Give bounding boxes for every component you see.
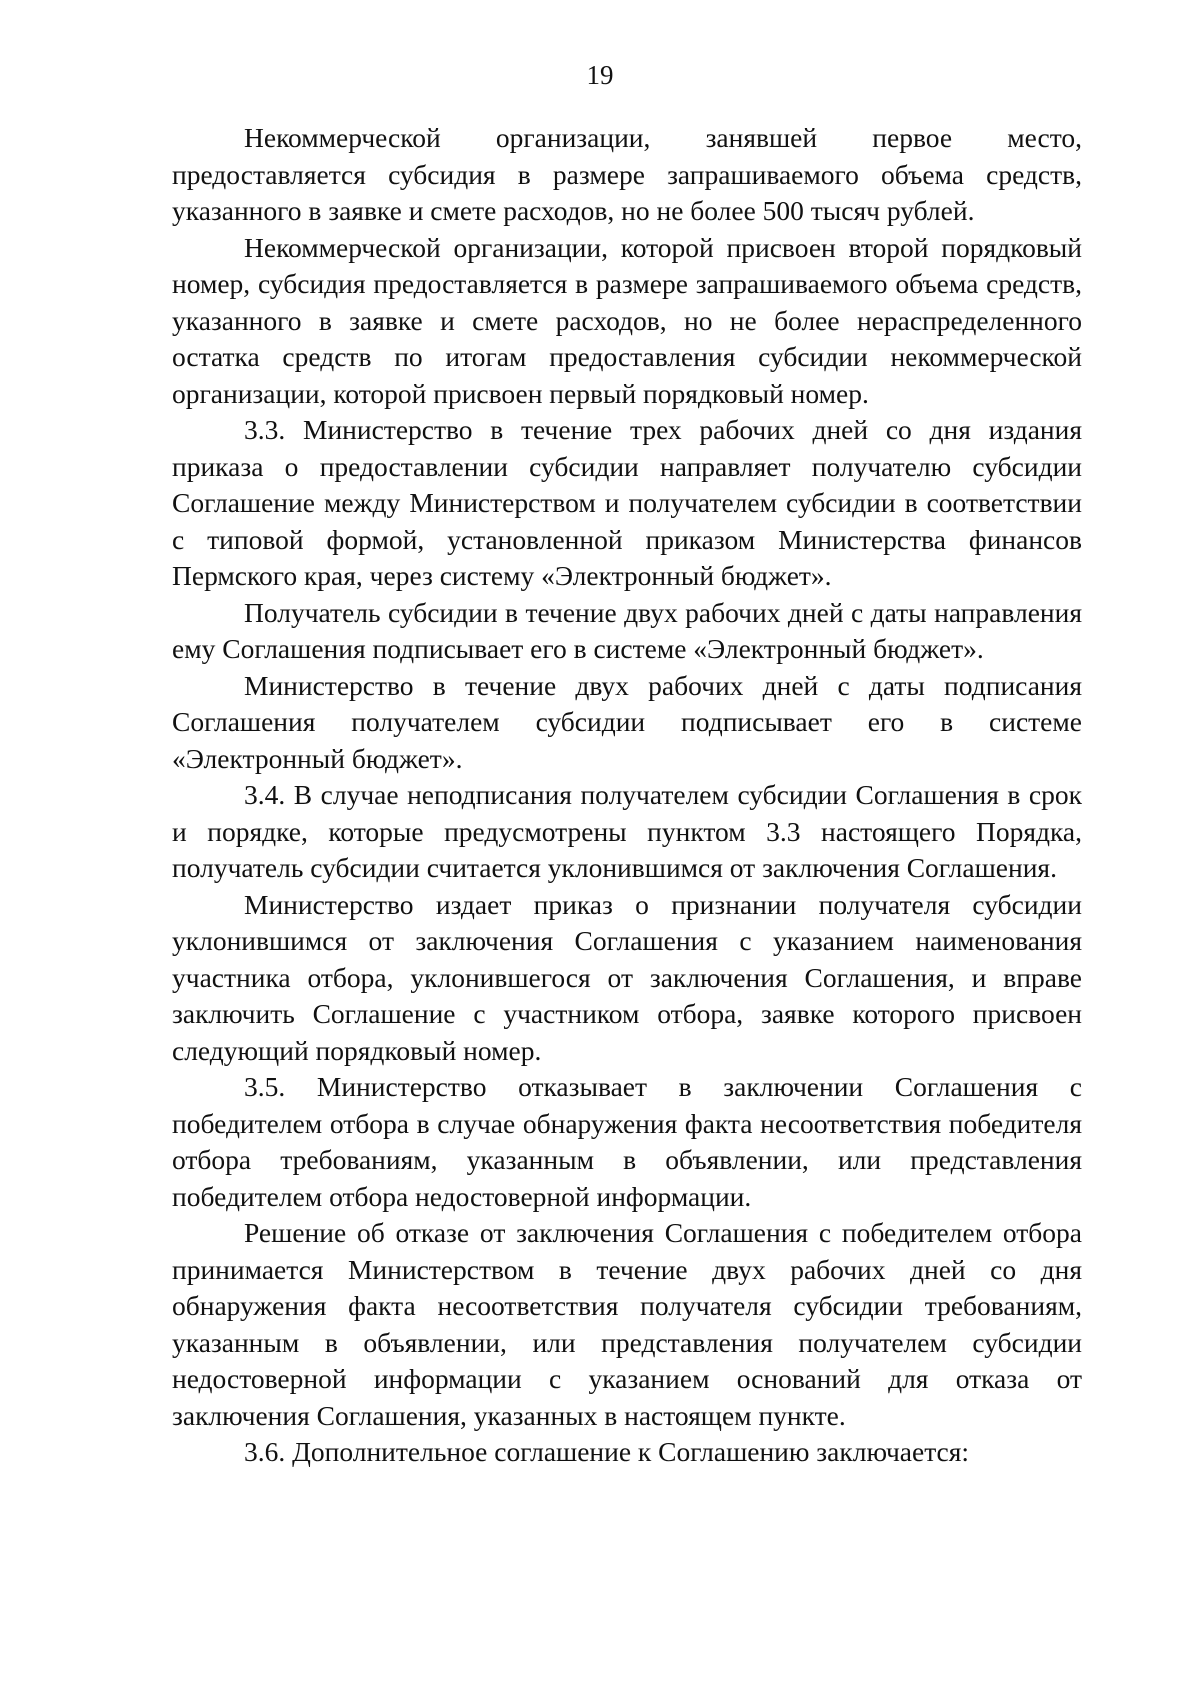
paragraph-recipient-signing: Получатель субсидии в течение двух рабочих дней с даты направления ему Соглашения подписывает его в системе «Электронный бюджет». (172, 596, 1082, 664)
paragraph-clause-3-5: 3.5. Министерство отказывает в заключении Соглашения с победителем отбора в случае обнаружения факта несоответствия победителя отбора требованиям, указанным в объявлении, или представления победителем отбора недостоверной информации. (172, 1071, 1082, 1212)
paragraph-ministry-signing: Министерство в течение двух рабочих дней с даты подписания Соглашения получателем субсидии подписывает его в системе «Электронный бюджет». (172, 669, 1082, 774)
document-body (172, 120, 1082, 1471)
paragraph-clause-3-4: 3.4. В случае неподписания получателем субсидии Соглашения в срок и порядке, которые предусмотрены пунктом 3.3 настоящего Порядка, получатель субсидии считается уклонившимся от заключения Соглашения. (172, 779, 1082, 883)
paragraph-refusal-decision: Решение об отказе от заключения Соглашения с победителем отбора принимается Министерством в течение двух рабочих дней со дня обнаружения факта несоответствия получателя субсидии требованиям, указанным в объявлении, или представления получателем субсидии недостоверной информации с указанием оснований для отказа от заключения Соглашения, указанных в настоящем пункте. (172, 1217, 1082, 1431)
page-number: 19 (586, 60, 614, 90)
paragraph-first-place-subsidy: Некоммерческой организации, занявшей первое место, предоставляется субсидия в размере запрашиваемого объема средств, указанного в заявке и смете расходов, но не более 500 тысяч рублей. (172, 122, 1082, 226)
paragraph-clause-3-3: 3.3. Министерство в течение трех рабочих дней со дня издания приказа о предоставлении субсидии направляет получателю субсидии Соглашение между Министерством и получателем субсидии в соответствии с типовой формой, установленной приказом Министерства финансов Пермского края, через систему «Электронный бюджет». (172, 414, 1082, 591)
paragraph-clause-3-6: 3.6. Дополнительное соглашение к Соглашению заключается: (244, 1436, 970, 1467)
paragraph-ministry-order: Министерство издает приказ о признании получателя субсидии уклонившимся от заключения Соглашения с указанием наименования участника отбора, уклонившегося от заключения Соглашения, и вправе заключить Соглашение с участником отбора, заявке которого присвоен следующий порядковый номер. (172, 888, 1082, 1066)
paragraph-second-place-subsidy: Некоммерческой организации, которой присвоен второй порядковый номер, субсидия предоставляется в размере запрашиваемого объема средств, указанного в заявке и смете расходов, но не более нераспределенного остатка средств по итогам предоставления субсидии некоммерческой организации, которой присвоен первый порядковый номер. (172, 231, 1082, 409)
